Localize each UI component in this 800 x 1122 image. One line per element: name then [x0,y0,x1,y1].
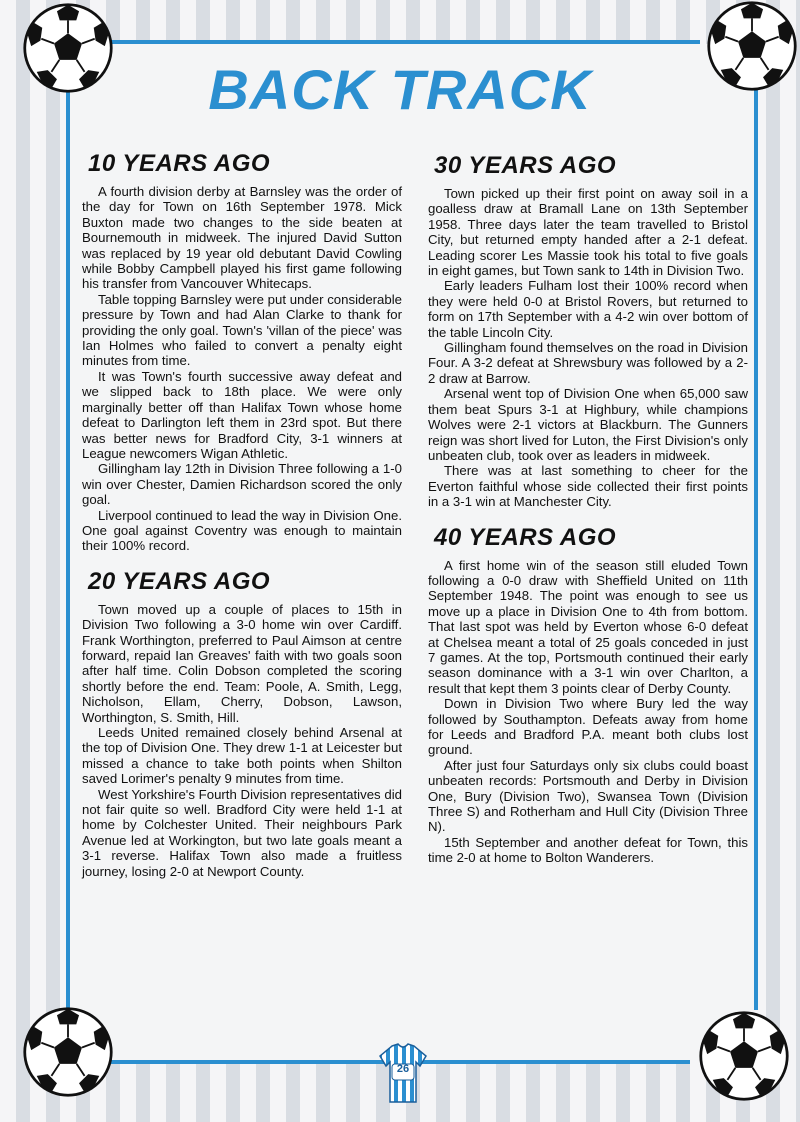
football-icon [22,2,114,94]
right-column [428,152,748,866]
paragraph: It was Town's fourth successive away defeat and we slipped back to 18th place. We were only marginally better off than Halifax Town whose home defeat to Darlington left them in 23rd spot. But there was better news for Bradford City, 3-1 winners at League newcomers Wigan Athletic. [82,368,402,461]
section-heading-30-years: 30 YEARS AGO [434,152,617,179]
paragraph: A fourth division derby at Barnsley was the order of the day for Town on 16th September 1978. Mick Buxton made two changes to the side beaten at Bournemouth in midweek. The injured David Sutton was replaced by 19 year old debutant David Cowling while Bobby Campbell played his first game following his transfer from Vancouver Whitecaps. [82,184,402,292]
section-heading-20-years: 20 YEARS AGO [88,567,271,595]
frame-right-line [754,90,758,1010]
paragraph: Liverpool continued to lead the way in Division One. One goal against Coventry was enough to maintain their 100% record. [82,507,402,554]
football-icon [698,1010,790,1102]
paragraph: A first home win of the season still eluded Town following a 0-0 draw with Sheffield United on 11th September 1948. The point was enough to see us move up a place in Division One to 4th from bottom. That last spot was held by Everton whose 6-0 defeat at Chelsea meant a total of 25 goals conceded in just 7 games. At the top, Portsmouth continued their early season dominance with a 3-1 win over Charlton, a result that kept them 3 points clear of Derby County. [428,557,748,696]
paragraph: West Yorkshire's Fourth Division representatives did not fair quite so well. Bradford City were held 1-1 at home by Colchester United. Their neighbours Park Avenue led at Workington, but two late goals meant a 3-1 reverse. Halifax Town also made a fruitless journey, losing 2-0 at Newport County. [82,786,402,879]
page-title: BACK TRACK [208,58,592,121]
left-column [82,150,402,879]
paragraph: There was at last something to cheer for the Everton faithful whose side collected their first points in a 3-1 win at Manchester City. [428,463,748,510]
section-heading-40-years: 40 YEARS AGO [434,523,617,551]
paragraph: Leeds United remained closely behind Arsenal at the top of Division One. They drew 1-1 at Leicester but missed a chance to take both points when Shilton saved Lorimer's penalty 9 minutes from time. [82,725,402,787]
football-icon [706,0,798,92]
football-icon [22,1006,114,1098]
paragraph: Early leaders Fulham lost their 100% record when they were held 0-0 at Bristol Rovers, but returned to form on 17th September with a 4-2 win over bottom of the table Lincoln City. [428,278,748,340]
page-number: 26 [396,1063,410,1075]
paragraph: Arsenal went top of Division One when 65,000 saw them beat Spurs 3-1 at Highbury, while champions Wolves were 2-1 victors at Blackburn. The Gunners reign was short lived for Luton, the First Division's only unbeaten club, took over as leaders in midweek. [428,386,748,463]
paragraph: Table topping Barnsley were put under considerable pressure by Town and had Alan Clarke to thank for providing the only goal. Town's 'villan of the piece' was Ian Holmes who failed to convert a penalty eight minutes from time. [82,291,402,369]
paragraph: Gillingham lay 12th in Division Three following a 1-0 win over Chester, Damien Richardson scored the only goal. [82,461,402,508]
paragraph: Town picked up their first point on away soil in a goalless draw at Bramall Lane on 13th September 1958. Three days later the team travelled to Bristol City, but returned empty handed after a 2-1 defeat. Leading scorer Les Massie took his total to five goals in eight games, but Town sank to 14th in Division Two. [428,186,748,279]
paragraph: Down in Division Two where Bury led the way followed by Southampton. Defeats away from home for Leeds and Bradford P.A. meant both clubs lost ground. [428,696,748,758]
paragraph: After just four Saturdays only six clubs could boast unbeaten records: Portsmouth and Derby in Division One, Bury (Division Two), Swansea Town (Division Three S) and Rotherham and Hull City (Division Three N). [428,757,748,835]
paragraph: 15th September and another defeat for Town, this time 2-0 at home to Bolton Wanderers. [428,834,748,866]
section-heading-10-years: 10 YEARS AGO [88,150,271,177]
paragraph: Town moved up a couple of places to 15th in Division Two following a 3-0 home win over Cardiff. Frank Worthington, preferred to Paul Aimson at centre forward, repaid Ian Greaves' faith with two goals soon after half time. Colin Dobson completed the scoring shortly before the end. Team: Poole, A. Smith, Legg, Nicholson, Ellam, Cherry, Dobson, Lawson, Worthington, S. Smith, Hill. [82,601,402,725]
paragraph: Gillingham found themselves on the road in Division Four. A 3-2 defeat at Shrewsbury was followed by a 2-2 draw at Barrow. [428,340,748,386]
